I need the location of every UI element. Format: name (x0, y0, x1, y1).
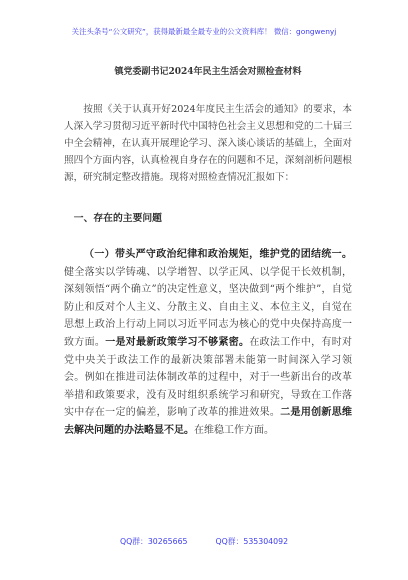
qq-group-2: QQ群：535304092 (215, 537, 289, 546)
subsection-paragraph (64, 246, 352, 440)
section-heading: 一、存在的主要问题 (73, 213, 162, 224)
document-title: 镇党委副书记2024年民主生活会对照检查材料 (114, 67, 302, 77)
point-one-text: 在政法工作中，有时对党中央关于政法工作的最新决策部署未能第一时间深入学习领会。例如在推进司法体制改革的过程中，对于一些新出台的改革举措和政策要求，没有及时组织系统学习和研究，导致在工作落实中存在一定的偏差，影响了改革的推进效果。 (64, 336, 353, 419)
qq-group-1: QQ群：30265665 (119, 537, 188, 546)
promo-banner: 关注头条号“公文研究”，获得最新最全最专业的公文资料库！ 微信：gongwenyj (71, 27, 337, 36)
intro-paragraph: 按照《关于认真开好2024年度民主生活会的通知》的要求，本人深入学习贯彻习近平新时代中国特色社会主义思想和党的二十届三中全会精神，在认真开展理论学习、深入谈心谈话的基础上，全面对照四个方面内容，认真检视自身存在的问题和不足，深刻剖析问题根源，研究制定整改措施。现将对照检查情况汇报如下： (64, 104, 352, 183)
point-one-heading: 一是对最新政策学习不够紧密。 (105, 336, 250, 348)
subsection-heading: （一）带头严守政治纪律和政治规矩，维护党的团结统一。 (84, 249, 352, 260)
document-body (64, 64, 352, 440)
footer-contacts (0, 536, 408, 547)
point-two-text: 在维稳工作方面。 (194, 424, 274, 436)
point-two-heading: 二是用创新思维去解决问题的办法略显不足。 (64, 407, 353, 436)
subsection-text: 健全落实以学铸魂、以学增智、以学正风、以学促干长效机制，深刻领悟“两个确立”的决定性意义，坚决做到“两个维护”，自觉防止和反对个人主义、分散主义、自由主义、本位主义，自觉在思想上政治上行动上同以习近平同志为核心的党中央保持高度一致方面。 (64, 266, 352, 348)
